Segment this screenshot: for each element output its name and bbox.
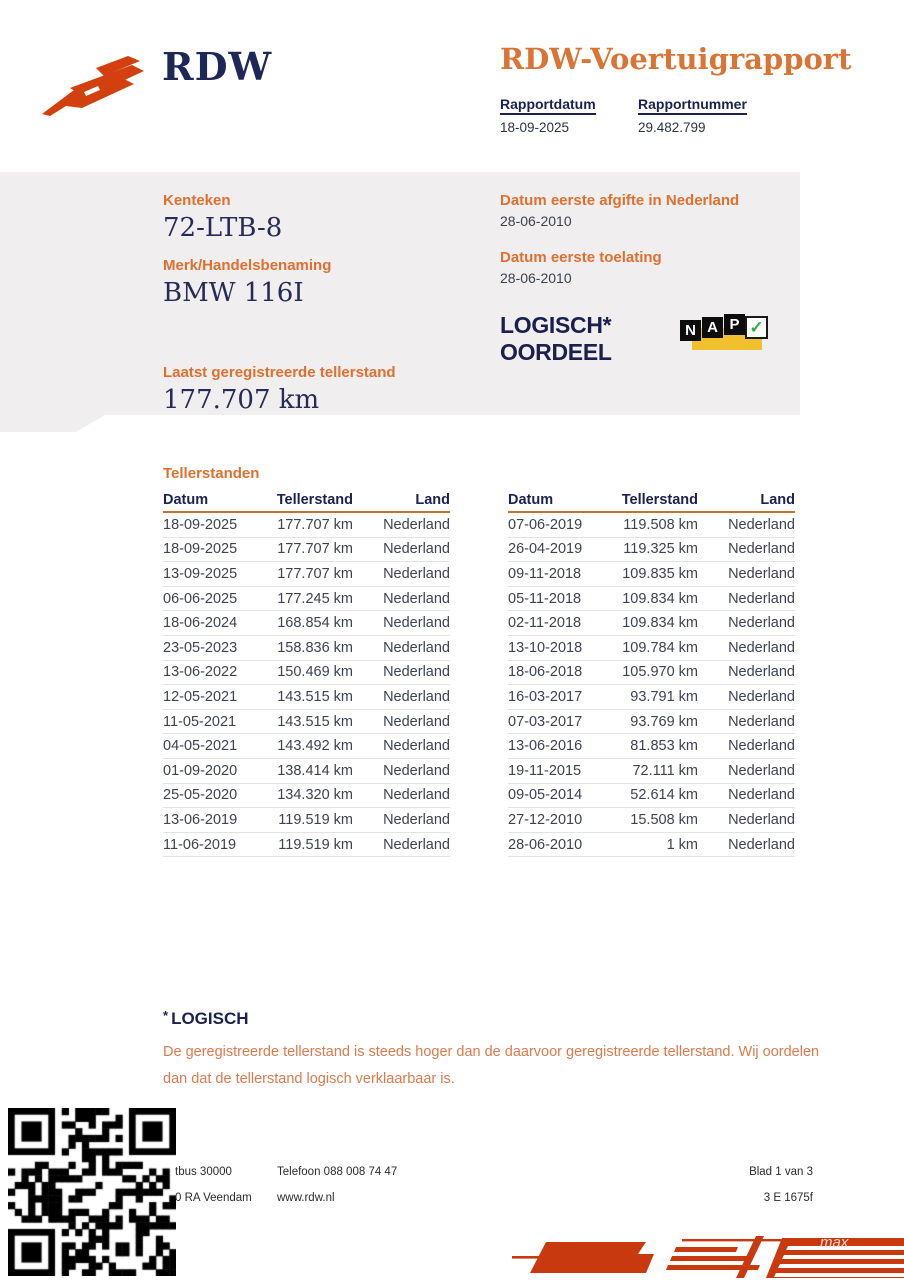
cell-datum: 11-06-2019	[163, 836, 237, 853]
nap-letter-p: P	[724, 314, 745, 335]
cell-datum: 11-05-2021	[163, 713, 237, 730]
tellerstanden-title: Tellerstanden	[163, 465, 260, 482]
cell-tellerstand: 177.245 km	[277, 590, 353, 607]
tellerstand-label: Laatst geregistreerde tellerstand	[163, 364, 396, 381]
summary-left-column	[163, 192, 483, 429]
table-header	[508, 489, 795, 513]
table-row	[163, 710, 450, 735]
cell-datum: 09-05-2014	[508, 787, 583, 804]
speed-stripes-graphic	[504, 1230, 904, 1280]
table-row	[508, 685, 795, 710]
cell-land: Nederland	[728, 836, 795, 853]
table-row	[508, 759, 795, 784]
cell-land: Nederland	[383, 738, 450, 755]
footnote-star: *	[163, 1008, 169, 1023]
cell-datum: 07-06-2019	[508, 516, 583, 533]
cell-datum: 02-11-2018	[508, 615, 582, 632]
report-meta	[500, 96, 747, 135]
cell-tellerstand: 81.853 km	[630, 738, 698, 755]
cell-land: Nederland	[728, 590, 795, 607]
table-row	[163, 759, 450, 784]
afgifte-label: Datum eerste afgifte in Nederland	[500, 192, 740, 209]
footer-address-line2: 0 RA Veendam	[175, 1192, 252, 1204]
cell-tellerstand: 93.769 km	[630, 713, 698, 730]
cell-tellerstand: 105.970 km	[622, 664, 698, 681]
cell-datum: 06-06-2025	[163, 590, 238, 607]
rdw-logo-text: RDW	[162, 44, 273, 89]
cell-tellerstand: 15.508 km	[630, 811, 698, 828]
cell-land: Nederland	[383, 664, 450, 681]
footer-address-line1: tbus 30000	[175, 1166, 232, 1178]
footer-website: www.rdw.nl	[277, 1192, 335, 1204]
cell-tellerstand: 158.836 km	[277, 639, 353, 656]
cell-datum: 25-05-2020	[163, 787, 238, 804]
table-row	[508, 710, 795, 735]
cell-land: Nederland	[383, 762, 450, 779]
cell-tellerstand: 143.492 km	[277, 738, 353, 755]
cell-land: Nederland	[728, 664, 795, 681]
rdw-logo	[40, 44, 273, 119]
report-number-block	[638, 96, 747, 135]
table-row	[163, 685, 450, 710]
cell-datum: 12-05-2021	[163, 688, 238, 705]
report-date-block	[500, 96, 608, 135]
cell-tellerstand: 72.111 km	[632, 762, 698, 779]
cell-land: Nederland	[728, 713, 795, 730]
table-row	[508, 833, 795, 858]
nap-letter-a: A	[702, 317, 723, 338]
footer-doc-code: 3 E 1675f	[763, 1192, 813, 1204]
cell-land: Nederland	[383, 541, 450, 558]
footnote-title-text: LOGISCH	[171, 1009, 249, 1028]
cell-tellerstand: 143.515 km	[277, 688, 353, 705]
cell-tellerstand: 1 km	[666, 836, 698, 853]
column-header-tellerstand: Tellerstand	[621, 492, 698, 508]
nap-check-icon: ✓	[745, 316, 768, 339]
kenteken-value: 72-LTB-8	[163, 213, 283, 243]
table-row	[163, 833, 450, 858]
tellerstand-value: 177.707 km	[163, 385, 320, 415]
cell-datum: 01-09-2020	[163, 762, 238, 779]
cell-land: Nederland	[383, 615, 450, 632]
tellerstanden-table-left	[163, 489, 450, 857]
cell-land: Nederland	[728, 565, 795, 582]
toelating-value: 28-06-2010	[500, 270, 572, 286]
graphic-watermark-text: max	[820, 1234, 849, 1251]
cell-land: Nederland	[728, 516, 795, 533]
merk-value: BMW 116I	[163, 278, 304, 308]
table-body-left	[163, 513, 450, 857]
logisch-footnote	[163, 1008, 823, 1093]
page-title: RDW-Voertuigrapport	[500, 42, 852, 76]
cell-tellerstand: 93.791 km	[630, 688, 698, 705]
table-row	[163, 562, 450, 587]
toelating-label: Datum eerste toelating	[500, 249, 662, 266]
cell-land: Nederland	[728, 541, 795, 558]
cell-tellerstand: 109.834 km	[622, 615, 698, 632]
report-number-label: Rapportnummer	[638, 96, 747, 115]
table-header	[163, 489, 450, 513]
cell-datum: 07-03-2017	[508, 713, 583, 730]
table-row	[163, 587, 450, 612]
table-row	[508, 513, 795, 538]
rdw-logo-feather-icon	[40, 52, 155, 118]
column-header-tellerstand: Tellerstand	[276, 492, 353, 508]
table-row	[163, 636, 450, 661]
cell-datum: 18-06-2018	[508, 664, 583, 681]
column-header-datum: Datum	[508, 492, 554, 508]
table-row	[163, 513, 450, 538]
column-header-datum: Datum	[163, 492, 209, 508]
cell-land: Nederland	[728, 639, 795, 656]
cell-datum: 28-06-2010	[508, 836, 583, 853]
cell-datum: 18-06-2024	[163, 615, 238, 632]
oordeel-verdict	[500, 312, 612, 366]
cell-tellerstand: 52.614 km	[630, 787, 698, 804]
report-number-value: 29.482.799	[638, 120, 706, 135]
table-row	[508, 661, 795, 686]
tellerstanden-section	[163, 465, 795, 853]
nap-logo	[678, 311, 766, 353]
oordeel-line2: OORDEEL	[500, 339, 612, 365]
cell-tellerstand: 177.707 km	[277, 541, 353, 558]
footer-page-indicator: Blad 1 van 3	[749, 1166, 813, 1178]
cell-tellerstand: 138.414 km	[277, 762, 353, 779]
merk-label: Merk/Handelsbenaming	[163, 257, 332, 274]
table-row	[163, 538, 450, 563]
table-row	[508, 587, 795, 612]
cell-land: Nederland	[383, 688, 450, 705]
table-row	[163, 808, 450, 833]
table-row	[508, 636, 795, 661]
cell-land: Nederland	[383, 565, 450, 582]
cell-land: Nederland	[728, 688, 795, 705]
table-row	[163, 784, 450, 809]
cell-land: Nederland	[728, 738, 795, 755]
table-row	[508, 784, 795, 809]
cell-tellerstand: 119.508 km	[623, 516, 698, 533]
footer-phone: Telefoon 088 008 74 47	[277, 1166, 398, 1178]
cell-datum: 13-06-2016	[508, 738, 583, 755]
cell-datum: 18-09-2025	[163, 516, 238, 533]
table-row	[508, 734, 795, 759]
cell-datum: 13-09-2025	[163, 565, 238, 582]
cell-tellerstand: 143.515 km	[277, 713, 353, 730]
kenteken-label: Kenteken	[163, 192, 231, 209]
cell-land: Nederland	[383, 787, 450, 804]
cell-land: Nederland	[383, 811, 450, 828]
tellerstanden-table-right	[508, 489, 795, 857]
cell-datum: 19-11-2015	[508, 762, 582, 779]
table-row	[508, 611, 795, 636]
cell-datum: 09-11-2018	[508, 565, 582, 582]
cell-tellerstand: 150.469 km	[277, 664, 353, 681]
summary-right-column	[500, 192, 800, 306]
afgifte-value: 28-06-2010	[500, 213, 572, 229]
cell-land: Nederland	[728, 787, 795, 804]
cell-land: Nederland	[383, 516, 450, 533]
cell-land: Nederland	[383, 590, 450, 607]
cell-datum: 27-12-2010	[508, 811, 583, 828]
cell-land: Nederland	[383, 836, 450, 853]
column-header-land: Land	[760, 492, 795, 508]
cell-datum: 18-09-2025	[163, 541, 238, 558]
table-row	[163, 661, 450, 686]
cell-tellerstand: 177.707 km	[277, 516, 353, 533]
oordeel-line1: LOGISCH*	[500, 312, 612, 338]
cell-tellerstand: 109.834 km	[622, 590, 698, 607]
cell-datum: 13-10-2018	[508, 639, 583, 656]
footnote-text: De geregistreerde tellerstand is steeds hoger dan de daarvoor geregistreerde tellerstand. Wij oordelen dan dat de tellerstand logisch verklaarbaar is.	[163, 1044, 820, 1087]
cell-tellerstand: 168.854 km	[277, 615, 353, 632]
cell-land: Nederland	[728, 811, 795, 828]
cell-datum: 13-06-2019	[163, 811, 238, 828]
cell-land: Nederland	[728, 762, 795, 779]
column-header-land: Land	[415, 492, 450, 508]
report-date-label: Rapportdatum	[500, 96, 596, 115]
table-row	[508, 808, 795, 833]
nap-letter-n: N	[680, 320, 701, 341]
footnote-title	[163, 1008, 823, 1029]
cell-tellerstand: 119.519 km	[278, 836, 353, 853]
cell-tellerstand: 134.320 km	[277, 787, 353, 804]
report-date-value: 18-09-2025	[500, 120, 570, 135]
cell-tellerstand: 119.325 km	[623, 541, 698, 558]
table-body-right	[508, 513, 795, 857]
cell-tellerstand: 119.519 km	[278, 811, 353, 828]
table-row	[163, 734, 450, 759]
cell-land: Nederland	[383, 639, 450, 656]
cell-datum: 13-06-2022	[163, 664, 238, 681]
cell-datum: 16-03-2017	[508, 688, 583, 705]
cell-datum: 05-11-2018	[508, 590, 582, 607]
cell-land: Nederland	[383, 713, 450, 730]
table-row	[508, 562, 795, 587]
table-row	[508, 538, 795, 563]
cell-tellerstand: 109.835 km	[622, 565, 698, 582]
cell-tellerstand: 109.784 km	[622, 639, 698, 656]
cell-datum: 26-04-2019	[508, 541, 583, 558]
cell-datum: 04-05-2021	[163, 738, 238, 755]
table-row	[163, 611, 450, 636]
cell-tellerstand: 177.707 km	[277, 565, 353, 582]
cell-datum: 23-05-2023	[163, 639, 238, 656]
cell-land: Nederland	[728, 615, 795, 632]
